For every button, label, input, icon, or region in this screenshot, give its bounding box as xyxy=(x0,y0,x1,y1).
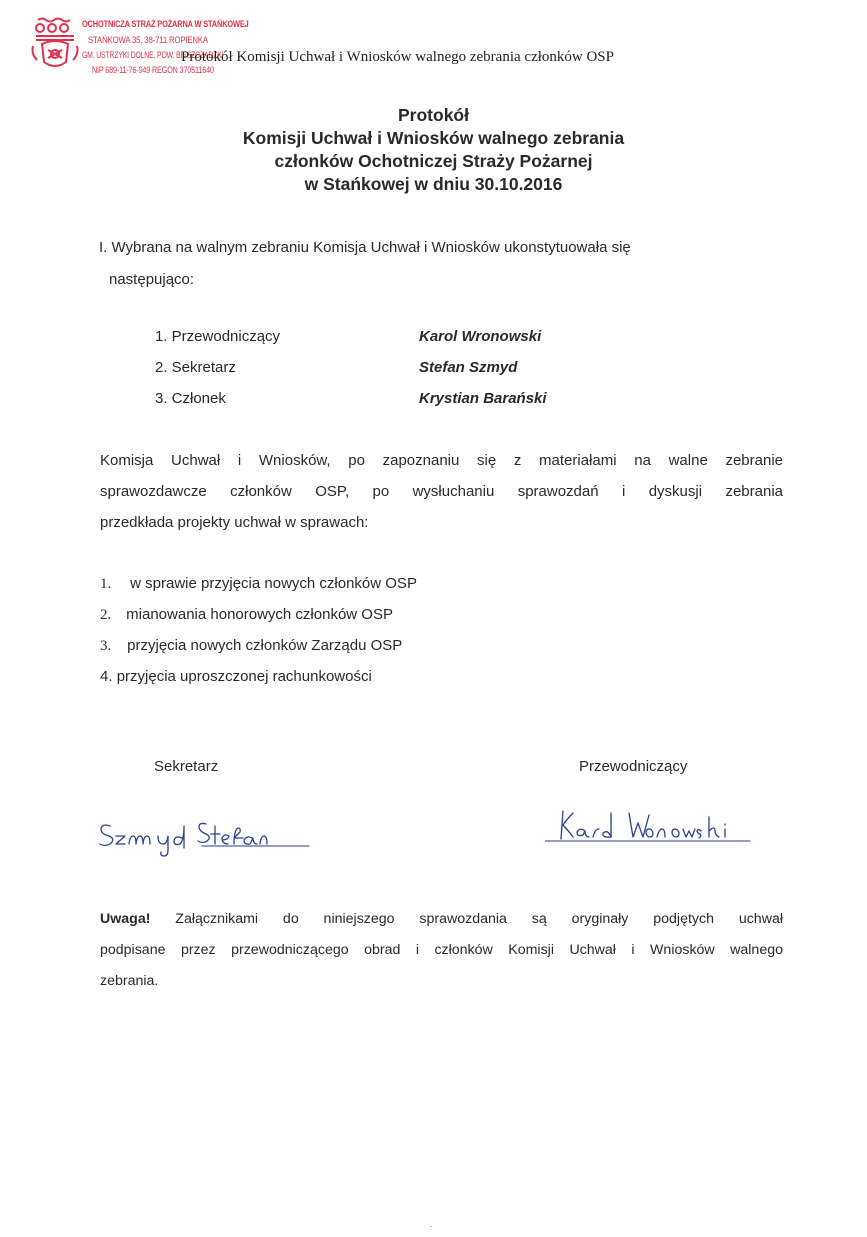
item-text: w sprawie przyjęcia nowych członków OSP xyxy=(130,575,417,592)
stamp-org-name: OCHOTNICZA STRAŻ POŻARNA W STAŃKOWEJ xyxy=(82,19,249,30)
note-line-1 xyxy=(100,904,783,935)
document-title xyxy=(0,104,867,196)
chairman-signature-icon xyxy=(545,803,755,851)
list-item xyxy=(100,661,417,692)
stamp-address: STAŃKOWA 35, 38-711 ROPIENKA xyxy=(88,35,208,46)
section-I-line-1: I. Wybrana na walnym zebraniu Komisja Uchwał i Wniosków ukonstytuowała się xyxy=(99,239,631,256)
item-number: 2. xyxy=(100,607,112,623)
fire-brigade-emblem-icon xyxy=(30,16,80,78)
body-line-2: sprawozdawcze członków OSP, po wysłuchaniu sprawozdań i dyskusji zebrania xyxy=(100,483,783,500)
secretary-signature-icon xyxy=(98,812,313,864)
resolution-items-list xyxy=(100,568,417,692)
title-line-3: członków Ochotniczej Straży Pożarnej xyxy=(274,151,593,171)
section-I-paragraph xyxy=(99,232,799,296)
member-name: Stefan Szmyd xyxy=(419,359,518,376)
list-item xyxy=(100,599,417,630)
item-text: przyjęcia uproszczonej rachunkowości xyxy=(116,668,372,685)
member-name: Krystian Barański xyxy=(419,390,547,407)
note-paragraph xyxy=(100,904,783,997)
title-line-4: w Stańkowej w dniu 30.10.2016 xyxy=(304,174,563,194)
note-line-3: zebrania. xyxy=(100,973,159,989)
member-name: Karol Wronowski xyxy=(419,328,542,345)
item-number: 1. xyxy=(100,576,112,592)
title-line-1: Protokół xyxy=(398,105,469,125)
member-role: 2. Sekretarz xyxy=(155,359,236,376)
item-text: przyjęcia nowych członków Zarządu OSP xyxy=(127,637,403,654)
stamp-nip-regon: NIP 689-11-76-949 REGON 370511640 xyxy=(92,65,214,76)
committee-body-paragraph xyxy=(100,445,783,538)
section-I-line-2: następująco: xyxy=(109,271,195,288)
member-role: 3. Członek xyxy=(155,390,226,407)
item-number: 3. xyxy=(100,638,112,654)
list-item xyxy=(100,630,417,661)
item-text: mianowania honorowych członków OSP xyxy=(126,606,393,623)
note-line-1-text: Załącznikami do niniejszego sprawozdania są oryginały podjętych uchwał xyxy=(150,911,783,927)
committee-members-list xyxy=(155,321,755,414)
stamp-municipality: GM. USTRZYKI DOLNE, POW. BIESZCZADZKI xyxy=(82,50,224,61)
body-line-3: przedkłada projekty uchwał w sprawach: xyxy=(100,514,369,531)
member-row xyxy=(155,352,755,383)
running-header: Protokół Komisji Uchwał i Wniosków walnego zebrania członków OSP xyxy=(181,49,614,65)
member-row xyxy=(155,321,755,352)
note-label: Uwaga! xyxy=(100,911,151,927)
member-row xyxy=(155,383,755,414)
title-line-2: Komisji Uchwał i Wniosków walnego zebrania xyxy=(242,128,625,148)
secretary-label: Sekretarz xyxy=(154,758,219,775)
note-line-2: podpisane przez przewodniczącego obrad i członków Komisji Uchwał i Wniosków walnego xyxy=(100,942,783,958)
item-number: 4. xyxy=(100,668,113,685)
page-speck xyxy=(430,1226,432,1227)
member-role: 1. Przewodniczący xyxy=(155,328,281,345)
chairman-label: Przewodniczący xyxy=(579,758,688,775)
list-item xyxy=(100,568,417,599)
body-line-1: Komisja Uchwał i Wniosków, po zapoznaniu się z materiałami na walne zebranie xyxy=(100,452,783,469)
